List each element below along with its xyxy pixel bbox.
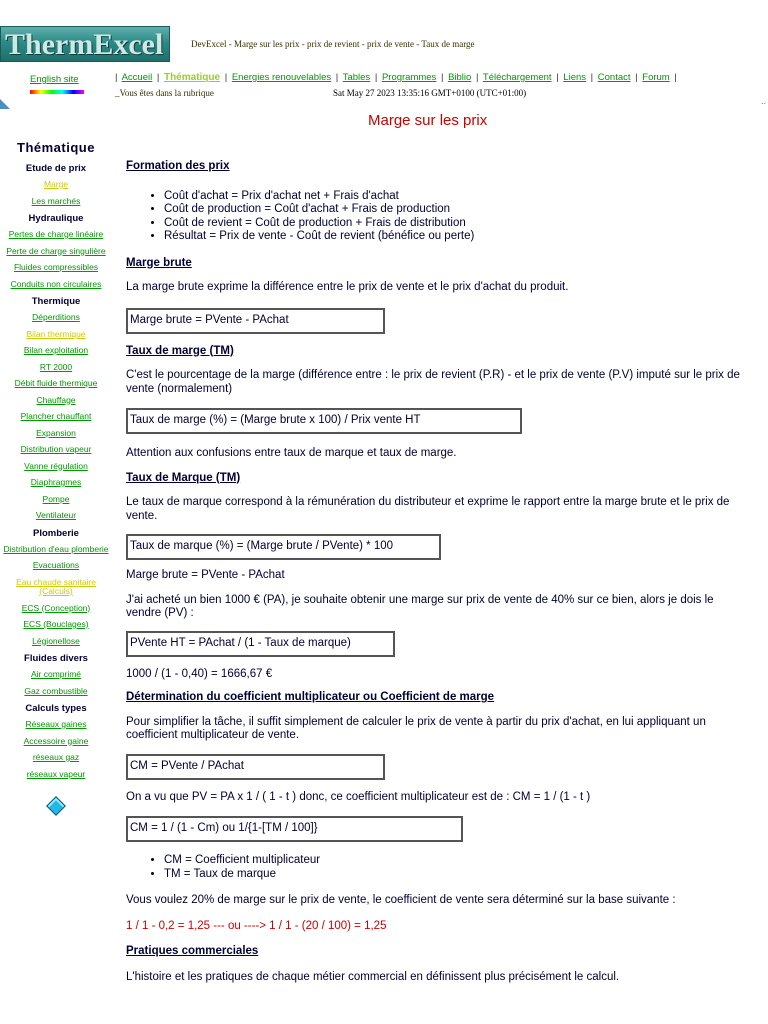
page-title: Marge sur les prix — [368, 112, 488, 129]
diamond-icon[interactable] — [46, 796, 66, 816]
sidebar-link-rt-2000[interactable]: RT 2000 — [39, 361, 73, 372]
main-content — [126, 160, 746, 984]
sidebar-heading: Hydraulique — [28, 213, 84, 224]
nav-accueil[interactable]: Accueil — [121, 72, 153, 83]
page-subtitle: DevExcel - Marge sur les prix - prix de revient - prix de vente - Taux de marge — [191, 39, 475, 49]
sidebar-link-debit-fluide-thermique[interactable]: Débit fluide thermique — [14, 378, 98, 388]
sidebar-link-diaphragmes[interactable]: Diaphragmes — [30, 477, 82, 487]
sidebar-link-les-marches[interactable]: Les marchés — [31, 195, 81, 206]
pratiques-text: L'histoire et les pratiques de chaque métier commercial en définissent plus précisément le calcul. — [126, 970, 620, 983]
logo-text: ThermExcel — [5, 28, 164, 61]
section-title-taux-de-marge: Taux de marge (TM) — [126, 344, 234, 357]
taux-marque-text: Le taux de marque correspond à la rémunération du distributeur et exprime le rapport entre la marge brute et le prix de vente. — [126, 496, 730, 522]
coef-text: Pour simplifier la tâche, il suffit simplement de calculer le prix de vente à partir du prix d'achat, en lui appliquant un coefficient multiplicateur de vente. — [126, 715, 706, 741]
section-title-formation: Formation des prix — [126, 160, 230, 172]
cm-derivation: On a vu que PV = PA x 1 / ( 1 - t ) donc, ce coefficient multiplicateur est de : CM = 1 / (1 - t ) — [126, 790, 591, 803]
taux-marge-text: C'est le pourcentage de la marge (différence entre : le prix de revient (P.R) - et le prix de vente (P.V) imputé sur le prix de vente (normalement) — [126, 369, 740, 395]
english-site-link[interactable]: English site — [30, 74, 79, 85]
sidebar — [0, 140, 112, 813]
nav-thematique[interactable]: Thématique — [163, 72, 221, 83]
sidebar-link-gaz-combustible[interactable]: Gaz combustible — [24, 685, 88, 696]
attention-text: Attention aux confusions entre taux de marque et taux de marge. — [126, 447, 457, 459]
nav-biblio[interactable]: Biblio — [448, 72, 472, 83]
sidebar-link-conduits-non-circulaires[interactable]: Conduits non circulaires — [10, 278, 102, 289]
list-item: • Coût de revient = Coût de production + Frais de distribution — [164, 217, 746, 231]
marge-brute-text: La marge brute exprime la différence entre le prix de vente et le prix d'achat du produit. — [126, 281, 569, 293]
sidebar-link-plancher-chauffant[interactable]: Plancher chauffant — [20, 411, 92, 421]
corner-triangle-icon — [0, 99, 10, 109]
formula-box: CM = PVente / PAchat — [126, 754, 385, 780]
sidebar-heading: Thermique — [31, 296, 81, 307]
nav-liens[interactable]: Liens — [563, 72, 587, 83]
list-item: • CM = Coefficient multiplicateur — [164, 854, 746, 868]
rainbow-bar — [30, 90, 84, 94]
sidebar-heading: Etude de prix — [25, 163, 87, 174]
date-stamp: Sat May 27 2023 13:35:16 GMT+0100 (UTC+01:00) — [333, 88, 527, 98]
sidebar-link-perte-de-charge-singuliere[interactable]: Perte de charge singulière — [6, 245, 106, 256]
nav-forum[interactable]: Forum — [642, 72, 670, 83]
list-item: • Coût de production = Coût d'achat + Frais de production — [164, 203, 746, 217]
vente-text: Vous voulez 20% de marge sur le prix de vente, le coefficient de vente sera déterminé sur la base suivante : — [126, 894, 676, 906]
list-item: • Coût d'achat = Prix d'achat net + Frais d'achat — [164, 190, 746, 204]
sidebar-link-legionellose[interactable]: Légionellose — [32, 635, 80, 646]
marge-brute-line: Marge brute = PVente - PAchat — [126, 569, 285, 581]
sidebar-link-expansion[interactable]: Expansion — [36, 427, 76, 438]
nav-contact[interactable]: Contact — [597, 72, 631, 83]
sidebar-heading: Plomberie — [33, 527, 79, 539]
formula-box: Taux de marge (%) = (Marge brute x 100) / Prix vente HT — [126, 408, 522, 434]
sidebar-title: Thématique — [17, 140, 95, 155]
sidebar-link-reseaux-gaines[interactable]: Réseaux gaines — [25, 719, 87, 729]
formation-list — [126, 190, 746, 244]
sidebar-link-bilan-thermique[interactable]: Bilan thermique — [26, 328, 86, 339]
list-item: • Résultat = Prix de vente - Coût de revient (bénéfice ou perte) — [164, 230, 746, 244]
sidebar-link-air-comprime[interactable]: Air comprimé — [30, 669, 82, 679]
section-title-coefficient: Détermination du coefficient multiplicateur ou Coefficient de marge — [126, 691, 495, 703]
nav-programmes[interactable]: Programmes — [381, 72, 437, 83]
sidebar-link-ecs-conception[interactable]: ECS (Conception) — [21, 602, 91, 613]
sidebar-link-chauffage[interactable]: Chauffage — [36, 394, 76, 405]
sidebar-link-vanne-regulation[interactable]: Vanne régulation — [24, 460, 88, 471]
sidebar-heading: Calculs types — [25, 703, 87, 714]
example-result: 1000 / (1 - 0,40) = 1666,67 € — [126, 667, 273, 680]
sidebar-link-reseaux-gaz[interactable]: réseaux gaz — [32, 752, 80, 762]
section-title-marge-brute: Marge brute — [126, 256, 192, 269]
corner-dots: .. — [760, 96, 766, 106]
rubrique-label: _Vous êtes dans la rubrique — [115, 88, 214, 98]
formula-box: Taux de marque (%) = (Marge brute / PVente) * 100 — [126, 534, 441, 560]
sidebar-heading: Fluides divers — [24, 653, 88, 664]
nav-tables[interactable]: Tables — [342, 72, 371, 83]
sidebar-link-accessoire-gaine[interactable]: Accessoire gaine — [23, 735, 89, 746]
legend-list — [126, 854, 746, 881]
nav-telechargement[interactable]: Téléchargement — [482, 72, 552, 83]
sidebar-link-marge[interactable]: Marge — [43, 179, 69, 189]
sidebar-link-pertes-de-charge-lineaire[interactable]: Pertes de charge linéaire — [8, 229, 104, 239]
list-item: • TM = Taux de marque — [164, 868, 746, 882]
sidebar-link-pompe[interactable]: Pompe — [42, 493, 70, 504]
sidebar-link-ecs-bouclages[interactable]: ECS (Bouclages) — [23, 619, 89, 629]
section-title-taux-de-marque: Taux de Marque (TM) — [126, 471, 241, 484]
top-nav: | Accueil | Thématique | Energies renouvelables | Tables | Programmes | Biblio | Téléchargement | Liens | Contact | Forum | — [115, 72, 677, 83]
formula-box: Marge brute = PVente - PAchat — [126, 308, 385, 334]
formula-box: CM = 1 / (1 - Cm) ou 1/{1-[TM / 100]} — [126, 816, 463, 842]
section-title-pratiques: Pratiques commerciales — [126, 945, 259, 957]
sidebar-link-eau-chaude-sanitaire[interactable]: Eau chaude sanitaire (Calculs) — [16, 576, 96, 596]
example-text: J'ai acheté un bien 1000 € (PA), je souhaite obtenir une marge sur prix de vente de 40% sur ce bien, alors je dois le vendre (PV) : — [126, 593, 714, 619]
sidebar-link-distribution-eau[interactable]: Distribution d'eau plomberie — [3, 543, 109, 554]
sidebar-link-evacuations[interactable]: Evacuations — [32, 560, 80, 570]
nav-energies-renouvelables[interactable]: Energies renouvelables — [231, 72, 332, 83]
sidebar-link-fluides-compressibles[interactable]: Fluides compressibles — [13, 262, 99, 272]
sidebar-link-deperditions[interactable]: Déperditions — [32, 312, 80, 322]
sidebar-link-ventilateur[interactable]: Ventilateur — [35, 510, 77, 520]
vente-calc: 1 / 1 - 0,2 = 1,25 --- ou ----> 1 / 1 - (20 / 100) = 1,25 — [126, 919, 387, 932]
sidebar-link-reseaux-vapeur[interactable]: réseaux vapeur — [26, 768, 86, 779]
sidebar-link-distribution-vapeur[interactable]: Distribution vapeur — [20, 444, 92, 454]
site-logo[interactable] — [0, 26, 170, 62]
sidebar-link-bilan-exploitation[interactable]: Bilan exploitation — [23, 345, 89, 355]
formula-box: PVente HT = PAchat / (1 - Taux de marque) — [126, 631, 395, 657]
